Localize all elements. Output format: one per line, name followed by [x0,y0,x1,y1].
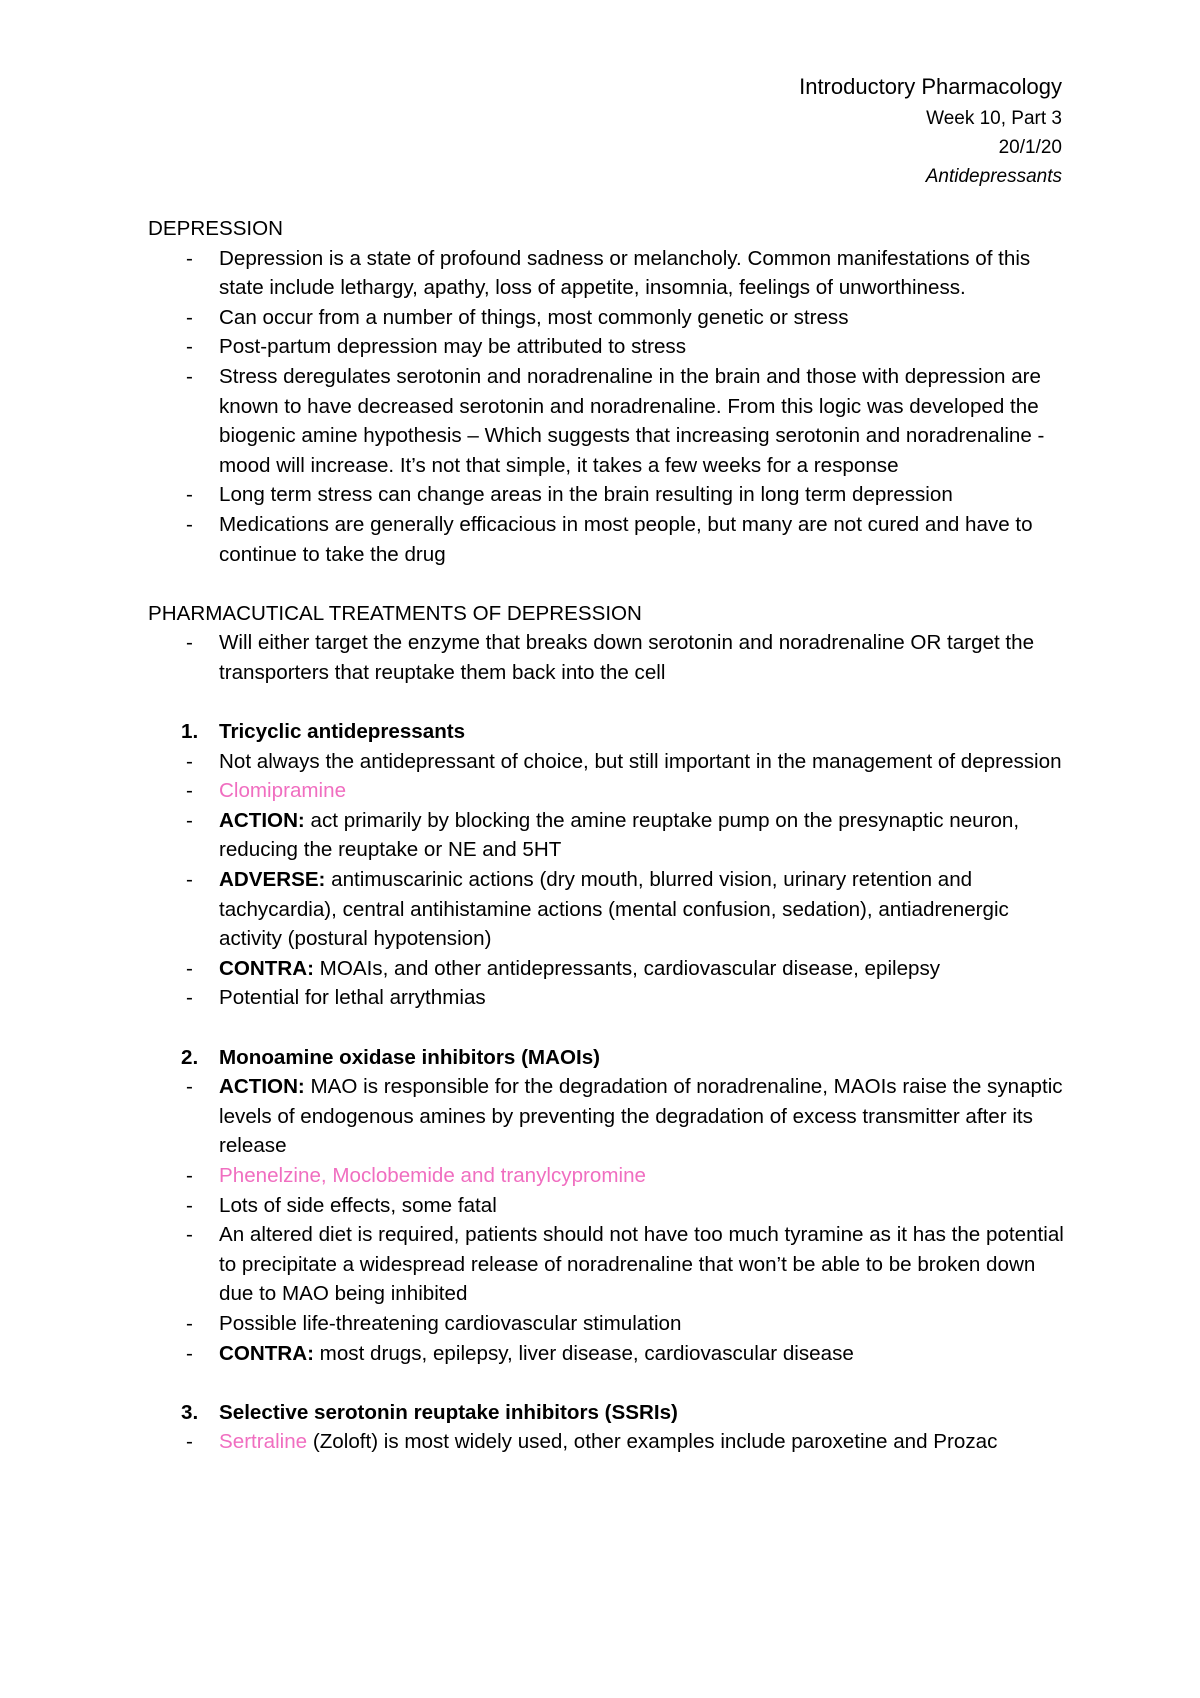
adverse-label: ADVERSE: [219,868,326,892]
week-label: Week 10, Part 3 [926,108,1062,129]
list-item: - Lots of side effects, some fatal [148,1191,1068,1221]
list-item-action [148,1072,1068,1161]
list-item: - Long term stress can change areas in the brain resulting in long term depression [148,480,1068,510]
drug-name-clomipramine: Clomipramine [219,779,347,803]
ssri-list [148,1427,1068,1457]
ssri-text: (Zoloft) is most widely used, other examples include paroxetine and Prozac [307,1430,998,1454]
list-item: - Can occur from a number of things, most commonly genetic or stress [148,303,1068,333]
maoi-heading [148,1043,1068,1073]
date-label: 20/1/20 [998,137,1062,158]
contra-label: CONTRA: [219,956,314,980]
drug-names-maoi: Phenelzine, Moclobemide and tranylcypromine [219,1164,646,1187]
contra-label: CONTRA: [219,1341,314,1365]
document-body [148,214,1068,1457]
list-item: - Stress deregulates serotonin and noradrenaline in the brain and those with depression are known to have decreased serotonin and noradrenaline. From this logic was developed the biogenic amine hypothesis – Which suggests that increasing serotonin and noradrenaline - mood will increase. It’s not that simple, it takes a few weeks for a response [148,362,1068,480]
course-title: Introductory Pharmacology [799,74,1062,99]
tca-title: Tricyclic antidepressants [219,720,466,744]
list-item: - An altered diet is required, patients should not have too much tyramine as it has the potential to precipitate a widespread release of noradrenaline that won’t be able to be broken down due to MAO being inhibited [148,1220,1068,1309]
section-heading-depression: DEPRESSION [148,217,284,240]
list-item-drug [148,1161,1068,1191]
action-label: ACTION: [219,1075,305,1099]
contra-text: MOAIs, and other antidepressants, cardiovascular disease, epilepsy [313,956,941,980]
maoi-number: 2. [181,1045,199,1069]
tca-list [148,747,1068,1013]
section-heading-treatments: PHARMACUTICAL TREATMENTS OF DEPRESSION [148,601,642,625]
tca-heading [148,717,1068,747]
contra-text: most drugs, epilepsy, liver disease, cardiovascular disease [313,1341,854,1365]
list-item: - Depression is a state of profound sadness or melancholy. Common manifestations of this state include lethargy, apathy, loss of appetite, insomnia, feelings of unworthiness. [148,244,1068,303]
tca-number: 1. [181,720,199,744]
depression-list [148,244,1068,570]
maoi-title: Monoamine oxidase inhibitors (MAOIs) [219,1045,601,1069]
list-item-action [148,806,1068,865]
list-item-drug [148,1427,1068,1457]
ssri-title: Selective serotonin reuptake inhibitors (SSRIs) [219,1400,678,1424]
list-item-adverse [148,865,1068,954]
list-item: - Post-partum depression may be attributed to stress [148,332,1068,362]
list-item-drug [148,776,1068,806]
list-item: - Will either target the enzyme that breaks down serotonin and noradrenaline OR target the transporters that reuptake them back into the cell [148,628,1068,687]
list-item: - Medications are generally efficacious in most people, but many are not cured and have to continue to take the drug [148,510,1068,569]
topic-label: Antidepressants [925,166,1062,187]
drug-name-sertraline: Sertraline [219,1430,308,1454]
action-label: ACTION: [219,808,305,832]
adverse-text: antimuscarinic actions (dry mouth, blurred vision, urinary retention and tachycardia), central antihistamine actions (mental confusion, sedation), antiadrenergic activity (postural hypotension) [219,868,1009,951]
list-item-contra [148,1339,1068,1369]
ssri-heading [148,1398,1068,1428]
action-text: MAO is responsible for the degradation of noradrenaline, MAOIs raise the synaptic levels of endogenous amines by preventing the degradation of excess transmitter after its release [219,1075,1063,1158]
list-item: - Possible life-threatening cardiovascular stimulation [148,1309,1068,1339]
document-header [799,70,1062,191]
ssri-number: 3. [181,1400,199,1424]
list-item: - Not always the antidepressant of choice, but still important in the management of depression [148,747,1068,777]
maoi-list [148,1072,1068,1368]
action-text: act primarily by blocking the amine reuptake pump on the presynaptic neuron, reducing the reuptake or NE and 5HT [219,808,1020,862]
treatments-list [148,628,1068,687]
list-item-contra [148,954,1068,984]
list-item: - Potential for lethal arrythmias [148,983,1068,1013]
